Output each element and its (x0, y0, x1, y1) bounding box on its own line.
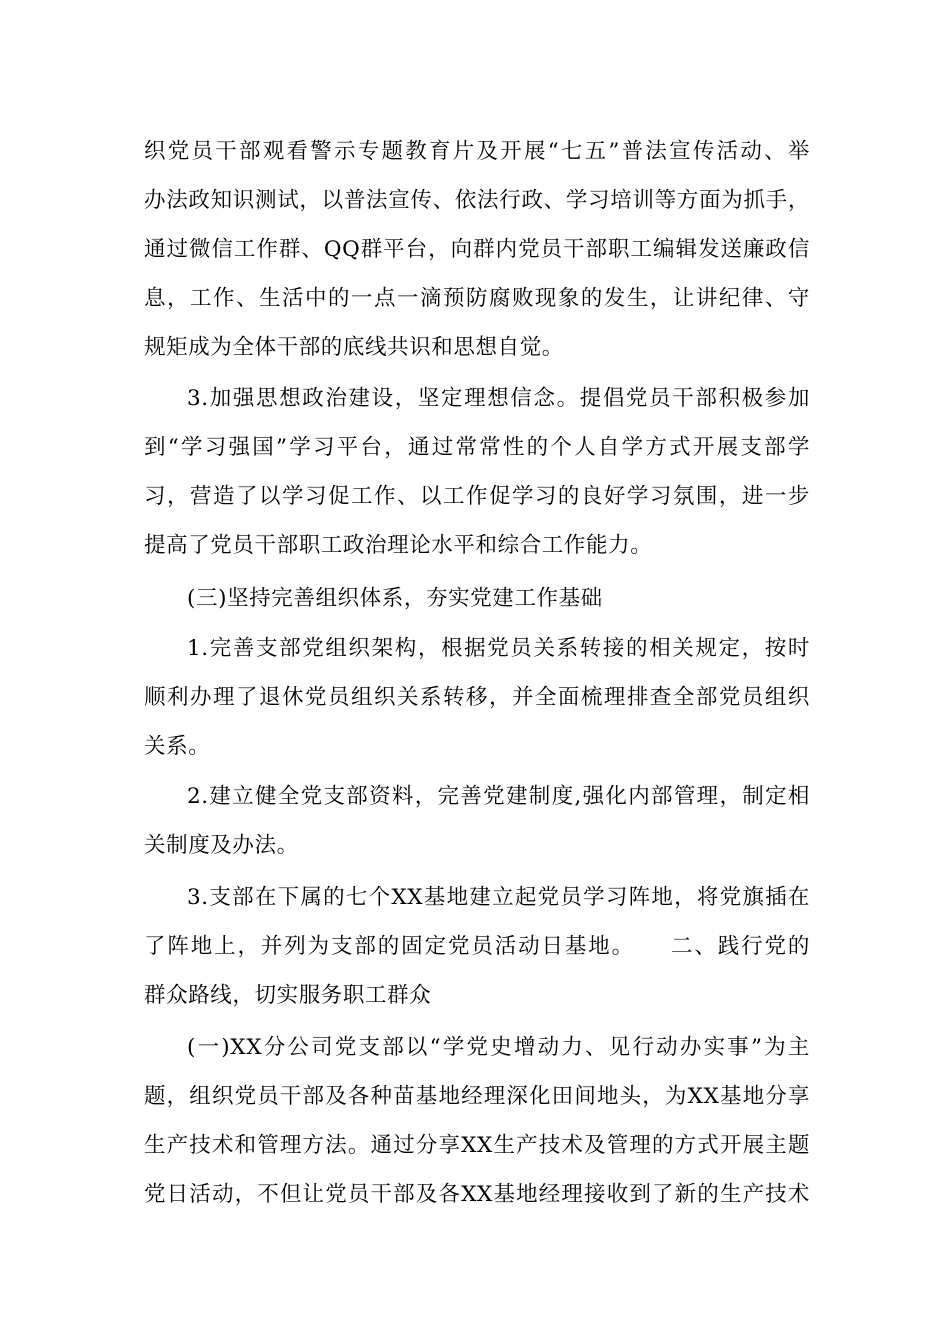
text-line: 规矩成为全体干部的底线共识和思想自觉。 (144, 335, 564, 360)
text-line: 顺利办理了退休党员组织关系转移，并全面梳理排查全部党员组织 (144, 685, 810, 710)
text-line: (一)XX分公司党支部以“学党史增动力、见行动办实事”为主 (187, 1035, 810, 1060)
text-line: 群众路线，切实服务职工群众 (144, 983, 432, 1008)
text-line: 了阵地上，并列为支部的固定党员活动日基地。 二、践行党的 (144, 934, 810, 959)
text-line: 办法政知识测试，以普法宣传、依法行政、学习培训等方面为抓手， (144, 188, 810, 213)
text-line: 3.支部在下属的七个XX基地建立起党员学习阵地，将党旗插在 (187, 885, 810, 910)
text-line: 关制度及办法。 (144, 833, 299, 858)
text-line: 织党员干部观看警示专题教育片及开展“七五”普法宣传活动、举 (144, 139, 810, 164)
text-line: 生产技术和管理方法。通过分享XX生产技术及管理的方式开展主题 (144, 1133, 810, 1158)
text-line: 3.加强思想政治建设，坚定理想信念。提倡党员干部积极参加 (187, 386, 810, 411)
text-line: 习，营造了以学习促工作、以工作促学习的良好学习氛围，进一步 (144, 484, 810, 509)
text-line: 提高了党员干部职工政治理论水平和综合工作能力。 (144, 533, 653, 558)
text-line: 题，组织党员干部及各种苗基地经理深化田间地头，为XX基地分享 (144, 1084, 810, 1109)
text-line: 1.完善支部党组织架构，根据党员关系转接的相关规定，按时 (187, 636, 810, 661)
text-line: 2.建立健全党支部资料，完善党建制度,强化内部管理，制定相 (187, 784, 810, 809)
text-line: 通过微信工作群、QQ群平台，向群内党员干部职工编辑发送廉政信 (144, 237, 810, 262)
text-line: 到“学习强国”学习平台，通过常常性的个人自学方式开展支部学 (144, 435, 810, 460)
text-line: 关系。 (144, 734, 211, 759)
section-heading: (三)坚持完善组织体系，夯实党建工作基础 (187, 586, 603, 611)
text-line: 息，工作、生活中的一点一滴预防腐败现象的发生，让讲纪律、守 (144, 286, 810, 311)
text-line: 党日活动，不但让党员干部及各XX基地经理接收到了新的生产技术 (144, 1182, 810, 1207)
